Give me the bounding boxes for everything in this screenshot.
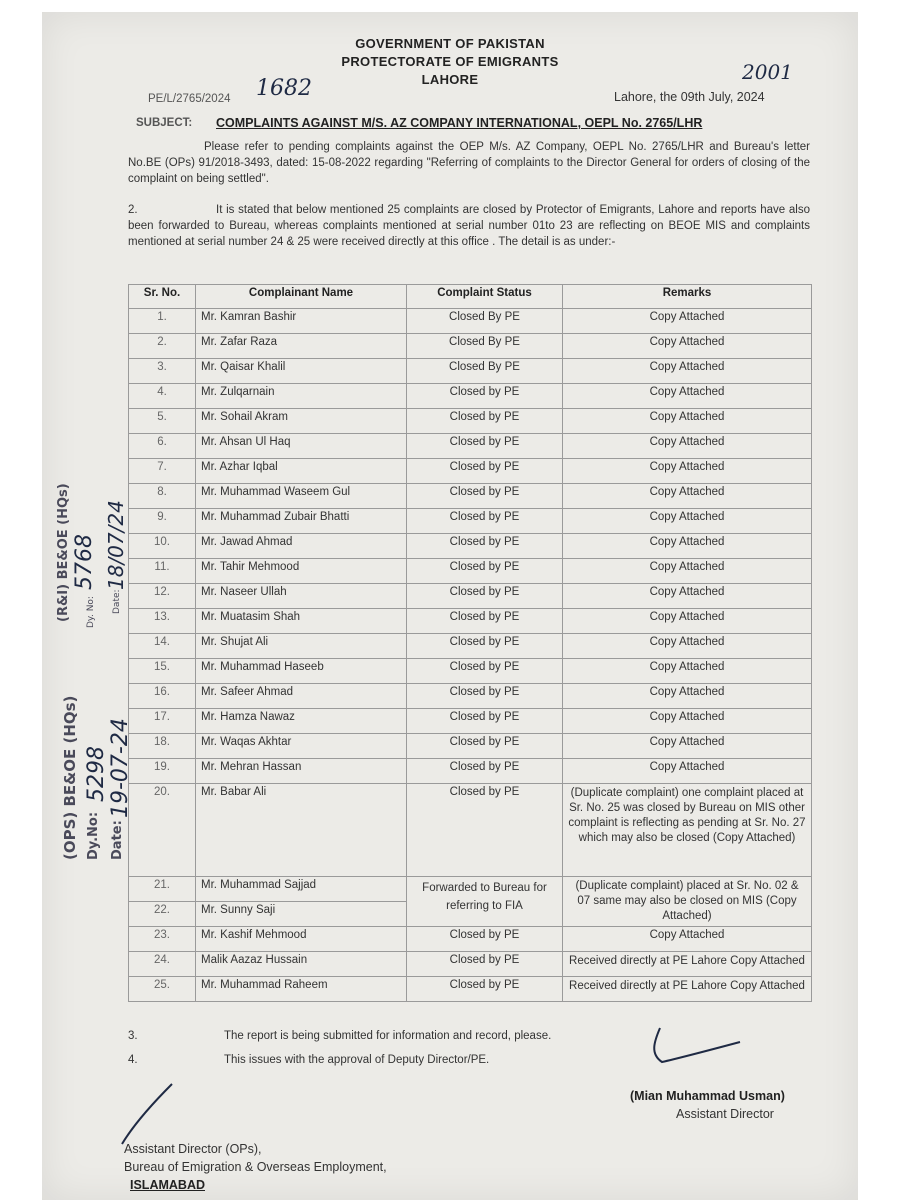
cell-status: Closed by PE: [407, 534, 563, 559]
cell-name: Mr. Kamran Bashir: [196, 309, 407, 334]
cell-status: Closed by PE: [407, 952, 563, 977]
stamp-title: (OPS) BE&OE (HQs): [61, 695, 79, 860]
receipt-stamp-ri: [52, 483, 71, 622]
table-header-row: [129, 285, 812, 309]
cell-status: Closed by PE: [407, 509, 563, 534]
cell-sr: 17.: [129, 709, 196, 734]
cell-remarks: Copy Attached: [563, 927, 812, 952]
table-body: [129, 309, 812, 1002]
table-row: [129, 434, 812, 459]
cell-status: Closed by PE: [407, 927, 563, 952]
receipt-stamp-ops: [60, 696, 79, 860]
paragraph-3: The report is being submitted for information and record, please.: [224, 1030, 552, 1042]
cell-remarks: Copy Attached: [563, 559, 812, 584]
signatory-title: Assistant Director: [676, 1107, 774, 1121]
table-row: [129, 384, 812, 409]
stamp-date-label: Date:: [112, 589, 122, 614]
cell-status: Closed by PE: [407, 784, 563, 877]
cell-sr: 5.: [129, 409, 196, 434]
subject-text: COMPLAINTS AGAINST M/S. AZ COMPANY INTERNATIONAL, OEPL No. 2765/LHR: [216, 116, 703, 130]
cell-sr: 12.: [129, 584, 196, 609]
cell-status: Closed by PE: [407, 659, 563, 684]
cell-name: Mr. Babar Ali: [196, 784, 407, 877]
handwritten-number-right: 2001: [742, 60, 793, 84]
cell-name: Mr. Zafar Raza: [196, 334, 407, 359]
reference-number: PE/L/2765/2024: [148, 93, 231, 105]
stamp-dy-label: Dy. No:: [86, 596, 96, 628]
table-row: [129, 334, 812, 359]
paragraph-3-number: 3.: [128, 1030, 138, 1042]
cell-sr: 15.: [129, 659, 196, 684]
cell-name: Mr. Safeer Ahmad: [196, 684, 407, 709]
table-row: [129, 784, 812, 877]
cell-name: Mr. Hamza Nawaz: [196, 709, 407, 734]
cell-status: Closed by PE: [407, 609, 563, 634]
cell-remarks: (Duplicate complaint) placed at Sr. No. 02 & 07 same may also be closed on MIS (Copy Attached): [563, 877, 812, 927]
cell-sr: 10.: [129, 534, 196, 559]
cell-name: Mr. Shujat Ali: [196, 634, 407, 659]
cell-status: Closed by PE: [407, 434, 563, 459]
header-line-3: LAHORE: [421, 72, 479, 87]
col-header-sr: Sr. No.: [129, 285, 196, 309]
cell-remarks: Copy Attached: [563, 334, 812, 359]
table-row: [129, 952, 812, 977]
table-row: [129, 634, 812, 659]
table-row: [129, 584, 812, 609]
cell-status: Closed by PE: [407, 634, 563, 659]
cell-status: Forwarded to Bureau for referring to FIA: [407, 877, 563, 927]
col-header-remarks: Remarks: [563, 285, 812, 309]
stamp-date-label: Date:: [110, 820, 125, 860]
cell-name: Mr. Muhammad Sajjad: [196, 877, 407, 902]
paragraph-2: It is stated that below mentioned 25 complaints are closed by Protector of Emigrants, Lahore and reports have also been forwarded to Bureau, whereas complaints mentioned at serial number 01to 23 are reflecting on BEOE MIS and complaints mentioned at serial number 24 & 25 were received directly at this office . The detail is as under:-: [128, 204, 810, 248]
cell-sr: 14.: [129, 634, 196, 659]
table-row: [129, 409, 812, 434]
cell-sr: 11.: [129, 559, 196, 584]
cell-sr: 20.: [129, 784, 196, 877]
cell-remarks: Copy Attached: [563, 509, 812, 534]
stamp-dy-number: 5298: [84, 746, 109, 802]
cell-status: Closed by PE: [407, 684, 563, 709]
subject-label: SUBJECT:: [136, 117, 193, 129]
table-row: [129, 734, 812, 759]
col-header-name: Complainant Name: [196, 285, 407, 309]
cell-sr: 3.: [129, 359, 196, 384]
cell-status: Closed By PE: [407, 359, 563, 384]
cell-name: Mr. Mehran Hassan: [196, 759, 407, 784]
cell-remarks: Copy Attached: [563, 609, 812, 634]
table-row: [129, 559, 812, 584]
table-row: [129, 534, 812, 559]
cell-sr: 22.: [129, 902, 196, 927]
cell-status: Closed by PE: [407, 759, 563, 784]
cell-remarks: Copy Attached: [563, 684, 812, 709]
table-row: [129, 509, 812, 534]
cell-remarks: Copy Attached: [563, 734, 812, 759]
cell-remarks: Copy Attached: [563, 534, 812, 559]
cell-remarks: Received directly at PE Lahore Copy Attached: [563, 952, 812, 977]
cell-status: Closed By PE: [407, 309, 563, 334]
cell-status: Closed by PE: [407, 977, 563, 1002]
cell-status: Closed by PE: [407, 459, 563, 484]
cell-sr: 21.: [129, 877, 196, 902]
stamp-dy-label: Dy.No:: [86, 811, 101, 860]
cell-remarks: Copy Attached: [563, 359, 812, 384]
cell-status: Closed by PE: [407, 409, 563, 434]
letter-date: Lahore, the 09th July, 2024: [614, 90, 765, 104]
initial-mark: [112, 1080, 192, 1150]
table-row: [129, 877, 812, 902]
cell-sr: 19.: [129, 759, 196, 784]
cell-status: Closed by PE: [407, 709, 563, 734]
cell-remarks: Copy Attached: [563, 484, 812, 509]
cell-remarks: Copy Attached: [563, 409, 812, 434]
cell-remarks: Copy Attached: [563, 434, 812, 459]
cell-remarks: Copy Attached: [563, 634, 812, 659]
table-row: [129, 927, 812, 952]
table-row: [129, 359, 812, 384]
cell-name: Malik Aazaz Hussain: [196, 952, 407, 977]
cell-name: Mr. Ahsan Ul Haq: [196, 434, 407, 459]
addressee-line-2: Bureau of Emigration & Overseas Employment,: [124, 1160, 387, 1174]
cell-remarks: Copy Attached: [563, 659, 812, 684]
cell-sr: 9.: [129, 509, 196, 534]
cell-name: Mr. Muhammad Zubair Bhatti: [196, 509, 407, 534]
cell-name: Mr. Sohail Akram: [196, 409, 407, 434]
cell-remarks: (Duplicate complaint) one complaint placed at Sr. No. 25 was closed by Bureau on MIS other complaint is reflecting as pending at Sr. No. 27 which may also be closed (Copy Attached): [563, 784, 812, 877]
table-row: [129, 459, 812, 484]
cell-status: Closed by PE: [407, 484, 563, 509]
table-row: [129, 759, 812, 784]
handwritten-number: 1682: [256, 76, 312, 101]
stamp-date-value: 18/07/24: [104, 500, 128, 590]
stamp-dy-number: 5768: [72, 534, 97, 590]
cell-name: Mr. Kashif Mehmood: [196, 927, 407, 952]
cell-name: Mr. Zulqarnain: [196, 384, 407, 409]
addressee-line-3: ISLAMABAD: [130, 1178, 205, 1192]
complaints-table: [128, 284, 812, 1002]
stamp-date-value: 19-07-24: [108, 718, 133, 818]
cell-name: Mr. Naseer Ullah: [196, 584, 407, 609]
cell-remarks: Copy Attached: [563, 584, 812, 609]
cell-remarks: Copy Attached: [563, 384, 812, 409]
cell-remarks: Received directly at PE Lahore Copy Attached: [563, 977, 812, 1002]
cell-status: Closed by PE: [407, 734, 563, 759]
cell-remarks: Copy Attached: [563, 759, 812, 784]
cell-sr: 23.: [129, 927, 196, 952]
cell-sr: 18.: [129, 734, 196, 759]
cell-sr: 6.: [129, 434, 196, 459]
col-header-status: Complaint Status: [407, 285, 563, 309]
cell-sr: 24.: [129, 952, 196, 977]
cell-status: Closed by PE: [407, 559, 563, 584]
cell-sr: 13.: [129, 609, 196, 634]
table-row: [129, 659, 812, 684]
cell-status: Closed By PE: [407, 334, 563, 359]
cell-remarks: Copy Attached: [563, 709, 812, 734]
cell-name: Mr. Muhammad Waseem Gul: [196, 484, 407, 509]
cell-sr: 8.: [129, 484, 196, 509]
cell-sr: 7.: [129, 459, 196, 484]
cell-sr: 4.: [129, 384, 196, 409]
header-line-1: GOVERNMENT OF PAKISTAN: [355, 36, 545, 51]
table-row: [129, 709, 812, 734]
cell-name: Mr. Tahir Mehmood: [196, 559, 407, 584]
cell-status: Closed by PE: [407, 584, 563, 609]
cell-name: Mr. Muatasim Shah: [196, 609, 407, 634]
cell-status: Closed by PE: [407, 384, 563, 409]
table-row: [129, 977, 812, 1002]
signatory-name: (Mian Muhammad Usman): [630, 1089, 785, 1103]
cell-sr: 16.: [129, 684, 196, 709]
addressee-line-1: Assistant Director (OPs),: [124, 1142, 262, 1156]
cell-name: Mr. Sunny Saji: [196, 902, 407, 927]
paragraph-1: Please refer to pending complaints against the OEP M/s. AZ Company, OEPL No. 2765/LHR and Bureau's letter No.BE (OPs) 91/2018-3493, dated: 15-08-2022 regarding "Referring of complaints to the Director General for orders of closing of the complaint on being settled".: [128, 141, 810, 185]
table-row: [129, 609, 812, 634]
cell-name: Mr. Muhammad Raheem: [196, 977, 407, 1002]
cell-name: Mr. Waqas Akhtar: [196, 734, 407, 759]
cell-name: Mr. Muhammad Haseeb: [196, 659, 407, 684]
paragraph-4: This issues with the approval of Deputy Director/PE.: [224, 1054, 490, 1066]
table-row: [129, 309, 812, 334]
table-row: [129, 484, 812, 509]
paragraph-2-number: 2.: [128, 204, 138, 216]
stamp-title: (R&I) BE&OE (HQs): [56, 483, 71, 622]
cell-name: Mr. Azhar Iqbal: [196, 459, 407, 484]
header-line-2: PROTECTORATE OF EMIGRANTS: [341, 54, 559, 69]
cell-remarks: Copy Attached: [563, 459, 812, 484]
cell-name: Mr. Qaisar Khalil: [196, 359, 407, 384]
cell-remarks: Copy Attached: [563, 309, 812, 334]
cell-name: Mr. Jawad Ahmad: [196, 534, 407, 559]
signature-mark: [640, 1022, 790, 1082]
cell-sr: 1.: [129, 309, 196, 334]
cell-sr: 25.: [129, 977, 196, 1002]
paragraph-4-number: 4.: [128, 1054, 138, 1066]
cell-sr: 2.: [129, 334, 196, 359]
table-row: [129, 684, 812, 709]
